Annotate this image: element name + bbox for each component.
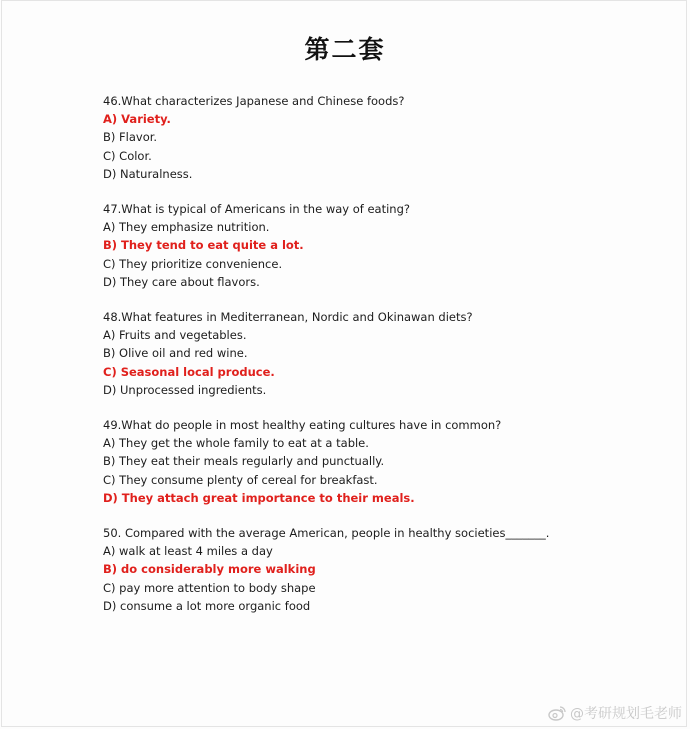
option-b: B) Olive oil and red wine. [103,346,248,361]
watermark-text: @考研规划毛老师 [570,706,682,722]
option-a: A) They emphasize nutrition. [103,220,270,235]
option-d: D) They care about flavors. [103,274,260,289]
option-a: A) Fruits and vegetables. [103,328,247,343]
question-46 [103,92,663,183]
option-d: D) consume a lot more organic food [103,598,311,613]
option-b: B) do considerably more walking [103,562,316,577]
question-list [103,92,663,632]
option-c: C) pay more attention to body shape [103,580,316,595]
question-50 [103,524,663,615]
question-47 [103,200,663,291]
option-c: C) Color. [103,148,152,163]
question-48 [103,308,663,399]
option-b: B) They tend to eat quite a lot. [103,238,304,253]
question-text: 46.What characterizes Japanese and Chinese foods? [103,94,405,108]
page-title: 第二套 [304,35,386,64]
option-d: D) They attach great importance to their meals. [103,490,415,505]
option-b: B) Flavor. [103,130,158,145]
option-a: A) walk at least 4 miles a day [103,544,273,559]
question-49 [103,416,663,507]
option-c: C) Seasonal local produce. [103,364,275,379]
option-d: D) Unprocessed ingredients. [103,382,267,397]
watermark [548,703,682,723]
option-b: B) They eat their meals regularly and punctually. [103,454,385,469]
option-a: A) They get the whole family to eat at a table. [103,436,369,451]
question-text: 50. Compared with the average American, people in healthy societies_______. [103,526,550,541]
option-c: C) They prioritize convenience. [103,256,283,271]
question-text: 49.What do people in most healthy eating cultures have in common? [103,418,502,433]
option-c: C) They consume plenty of cereal for breakfast. [103,472,378,487]
question-text: 48.What features in Mediterranean, Nordic and Okinawan diets? [103,310,473,325]
weibo-icon [548,705,566,721]
option-a: A) Variety. [103,112,171,127]
option-d: D) Naturalness. [103,166,193,181]
question-text: 47.What is typical of Americans in the way of eating? [103,202,410,217]
